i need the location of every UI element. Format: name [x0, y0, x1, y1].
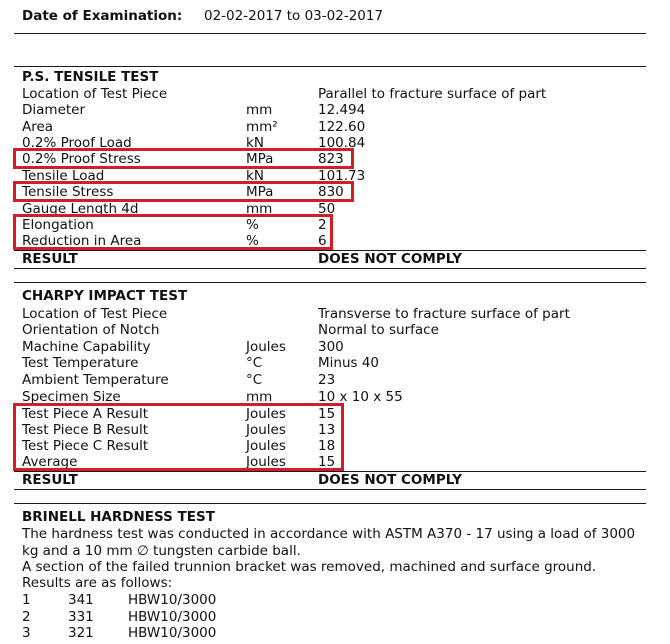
row-label: Diameter	[22, 102, 86, 118]
row-value: 12.494	[318, 102, 366, 118]
table-row	[0, 339, 670, 355]
row-unit: Joules	[246, 339, 286, 355]
brinell-paragraph: A section of the failed trunnion bracket was removed, machined and surface ground.	[22, 559, 597, 575]
divider	[14, 503, 646, 504]
row-unit: mm	[246, 102, 273, 118]
row-unit: Joules	[246, 454, 286, 470]
row-value: 823	[318, 151, 344, 167]
row-unit: °C	[246, 372, 263, 388]
divider	[14, 282, 646, 283]
row-unit: °C	[246, 355, 263, 371]
row-value: 2	[318, 217, 327, 233]
result-value: 331	[68, 609, 94, 625]
row-label: Orientation of Notch	[22, 322, 160, 338]
table-row	[0, 322, 670, 338]
row-unit: mm	[246, 201, 273, 217]
row-label: Machine Capability	[22, 339, 151, 355]
row-label: Test Piece B Result	[22, 422, 149, 438]
row-unit: %	[246, 233, 259, 249]
row-value: 101.73	[318, 168, 366, 184]
row-label: Average	[22, 454, 78, 470]
row-unit: Joules	[246, 406, 286, 422]
row-label: Test Temperature	[22, 355, 139, 371]
result-label: RESULT	[22, 472, 78, 488]
exam-date-value: 02-02-2017 to 03-02-2017	[204, 8, 384, 24]
row-label: 0.2% Proof Load	[22, 135, 132, 151]
table-row	[0, 355, 670, 371]
row-label: 0.2% Proof Stress	[22, 151, 141, 167]
row-value: 18	[318, 438, 336, 454]
row-unit: %	[246, 217, 259, 233]
highlight-box	[13, 181, 354, 202]
row-value: 15	[318, 406, 336, 422]
result-value: 341	[68, 592, 94, 608]
row-value: 50	[318, 201, 336, 217]
result-row	[0, 472, 670, 488]
divider	[14, 66, 646, 67]
result-value: DOES NOT COMPLY	[318, 251, 462, 267]
result-value: 321	[68, 625, 94, 641]
row-label: Test Piece C Result	[22, 438, 149, 454]
result-scale: HBW10/3000	[128, 625, 217, 641]
row-unit: kN	[246, 168, 264, 184]
highlight-box	[13, 214, 333, 250]
brinell-paragraph: kg and a 10 mm ∅ tungsten carbide ball.	[22, 543, 301, 559]
highlight-box	[13, 148, 354, 169]
table-row	[0, 372, 670, 388]
row-unit: Joules	[246, 422, 286, 438]
row-unit: mm	[246, 389, 273, 405]
row-unit: MPa	[246, 151, 274, 167]
row-value: Transverse to fracture surface of part	[318, 306, 570, 322]
row-label: Reduction in Area	[22, 233, 142, 249]
result-number: 3	[22, 625, 31, 641]
row-label: Location of Test Piece	[22, 86, 168, 102]
table-row	[0, 306, 670, 322]
row-value: 300	[318, 339, 344, 355]
row-value: Minus 40	[318, 355, 380, 371]
table-row	[0, 102, 670, 118]
table-row	[0, 119, 670, 135]
list-item	[0, 625, 670, 641]
result-row	[0, 251, 670, 267]
row-value: Parallel to fracture surface of part	[318, 86, 547, 102]
row-label: Elongation	[22, 217, 94, 233]
divider	[14, 268, 646, 269]
tensile-title: P.S. TENSILE TEST	[22, 69, 159, 85]
row-value: 13	[318, 422, 336, 438]
row-value: 122.60	[318, 119, 366, 135]
row-label: Location of Test Piece	[22, 306, 168, 322]
row-value: 830	[318, 184, 344, 200]
divider	[14, 33, 646, 34]
row-label: Specimen Size	[22, 389, 121, 405]
row-unit: MPa	[246, 184, 274, 200]
list-item	[0, 609, 670, 625]
row-value: 15	[318, 454, 336, 470]
row-unit: mm²	[246, 119, 278, 135]
exam-date-label: Date of Examination:	[22, 8, 183, 24]
table-row	[0, 86, 670, 102]
highlight-box	[13, 403, 344, 471]
row-value: 6	[318, 233, 327, 249]
result-scale: HBW10/3000	[128, 609, 217, 625]
result-number: 1	[22, 592, 31, 608]
result-number: 2	[22, 609, 31, 625]
row-label: Ambient Temperature	[22, 372, 169, 388]
row-unit: Joules	[246, 438, 286, 454]
row-label: Tensile Stress	[22, 184, 114, 200]
row-unit: kN	[246, 135, 264, 151]
result-value: DOES NOT COMPLY	[318, 472, 462, 488]
brinell-paragraph: The hardness test was conducted in accordance with ASTM A370 - 17 using a load of 3000	[22, 526, 636, 542]
brinell-paragraph: Results are as follows:	[22, 575, 173, 591]
row-label: Gauge Length 4d	[22, 201, 139, 217]
row-value: 10 x 10 x 55	[318, 389, 403, 405]
row-value: Normal to surface	[318, 322, 439, 338]
result-scale: HBW10/3000	[128, 592, 217, 608]
row-label: Tensile Load	[22, 168, 105, 184]
charpy-title: CHARPY IMPACT TEST	[22, 288, 188, 304]
brinell-title: BRINELL HARDNESS TEST	[22, 509, 215, 525]
list-item	[0, 592, 670, 608]
row-label: Test Piece A Result	[22, 406, 149, 422]
result-label: RESULT	[22, 251, 78, 267]
row-value: 23	[318, 372, 336, 388]
divider	[14, 489, 646, 490]
row-label: Area	[22, 119, 54, 135]
row-value: 100.84	[318, 135, 366, 151]
